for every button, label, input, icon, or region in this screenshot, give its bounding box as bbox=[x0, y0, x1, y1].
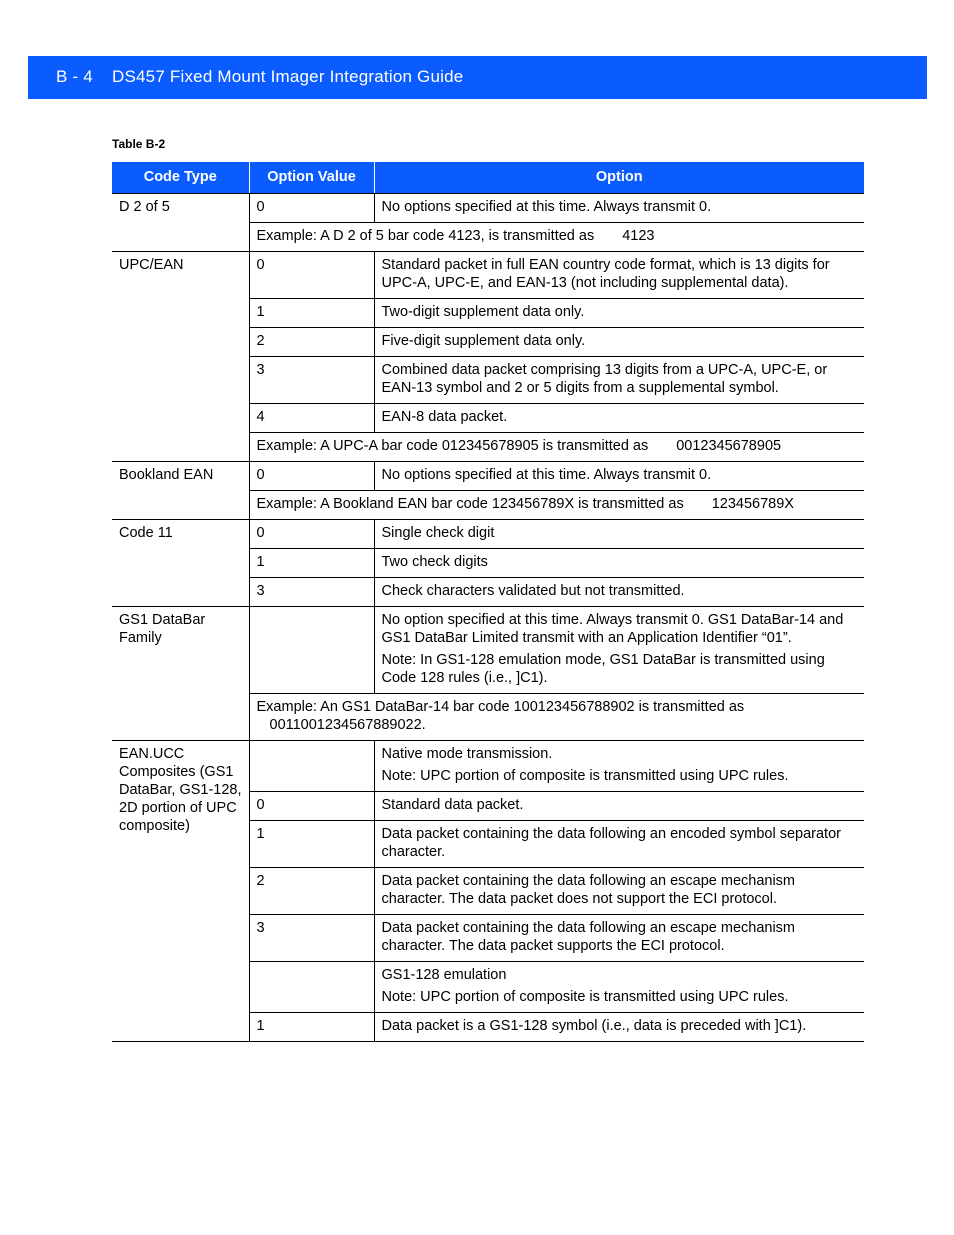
options-table bbox=[112, 162, 864, 1042]
example-cell bbox=[249, 693, 864, 740]
option-cell bbox=[374, 961, 864, 1012]
code-type-cell: GS1 DataBar Family bbox=[112, 606, 249, 740]
option-cell: Data packet containing the data following an encoded symbol separator character. bbox=[374, 820, 864, 867]
column-header-option-value: Option Value bbox=[249, 162, 374, 193]
example-text: Example: A Bookland EAN bar code 123456789X is transmitted as bbox=[256, 495, 684, 512]
option-cell: Check characters validated but not transmitted. bbox=[374, 577, 864, 606]
code-type-cell: Code 11 bbox=[112, 519, 249, 606]
table-row bbox=[112, 461, 864, 490]
option-value-cell: 0 bbox=[249, 519, 374, 548]
code-type-cell: UPC/EAN bbox=[112, 251, 249, 461]
option-cell: Standard data packet. bbox=[374, 791, 864, 820]
option-value-cell: 1 bbox=[249, 820, 374, 867]
option-value-cell: 1 bbox=[249, 548, 374, 577]
table-row bbox=[112, 519, 864, 548]
option-value-cell: 3 bbox=[249, 356, 374, 403]
option-cell: Two check digits bbox=[374, 548, 864, 577]
example-value: 123456789X bbox=[711, 495, 794, 512]
option-text: No option specified at this time. Always transmit 0. GS1 DataBar-14 and GS1 DataBar Limited transmit with an Application Identifier “01”. bbox=[381, 611, 844, 646]
column-header-code-type: Code Type bbox=[112, 162, 249, 193]
option-cell: Combined data packet comprising 13 digits from a UPC-A, UPC-E, or EAN-13 symbol and 2 or 5 digits from a supplemental symbol. bbox=[374, 356, 864, 403]
option-text: GS1-128 emulation bbox=[381, 966, 507, 983]
option-value-cell: 1 bbox=[249, 1012, 374, 1041]
option-note: Note: UPC portion of composite is transmitted using UPC rules. bbox=[381, 767, 789, 784]
option-value-cell: 2 bbox=[249, 327, 374, 356]
table-row bbox=[112, 606, 864, 693]
column-header-option: Option bbox=[374, 162, 864, 193]
page-header bbox=[28, 56, 927, 99]
option-value-cell: 3 bbox=[249, 914, 374, 961]
example-value: 0011001234567889022. bbox=[269, 716, 426, 733]
option-cell: Data packet containing the data following an escape mechanism character. The data packet supports the ECI protocol. bbox=[374, 914, 864, 961]
option-value-cell: 1 bbox=[249, 298, 374, 327]
option-value-cell: 0 bbox=[249, 251, 374, 298]
option-value-cell bbox=[249, 740, 374, 791]
option-value-cell: 0 bbox=[249, 461, 374, 490]
option-cell bbox=[374, 740, 864, 791]
page-number: B - 4 bbox=[56, 67, 93, 86]
option-cell: Data packet containing the data following an escape mechanism character. The data packet does not support the ECI protocol. bbox=[374, 867, 864, 914]
example-text: Example: An GS1 DataBar-14 bar code 100123456788902 is transmitted as bbox=[256, 698, 745, 715]
table-caption: Table B-2 bbox=[112, 137, 166, 151]
option-value-cell: 2 bbox=[249, 867, 374, 914]
option-value-cell: 0 bbox=[249, 193, 374, 222]
example-cell bbox=[249, 222, 864, 251]
table-row bbox=[112, 251, 864, 298]
option-note: Note: UPC portion of composite is transmitted using UPC rules. bbox=[381, 988, 789, 1005]
option-cell: EAN-8 data packet. bbox=[374, 403, 864, 432]
document-title: DS457 Fixed Mount Imager Integration Guide bbox=[112, 67, 464, 86]
table-row bbox=[112, 193, 864, 222]
option-cell bbox=[374, 606, 864, 693]
table-row bbox=[112, 740, 864, 791]
option-text: Native mode transmission. bbox=[381, 745, 553, 762]
code-type-cell: Bookland EAN bbox=[112, 461, 249, 519]
example-value: 4123 bbox=[622, 227, 655, 244]
example-cell bbox=[249, 432, 864, 461]
example-text: Example: A UPC-A bar code 012345678905 is transmitted as bbox=[256, 437, 649, 454]
table-header-row bbox=[112, 162, 864, 193]
option-cell: No options specified at this time. Always transmit 0. bbox=[374, 461, 864, 490]
option-cell: Five-digit supplement data only. bbox=[374, 327, 864, 356]
option-note: Note: In GS1-128 emulation mode, GS1 DataBar is transmitted using Code 128 rules (i.e., ]C1). bbox=[381, 651, 825, 686]
option-value-cell: 4 bbox=[249, 403, 374, 432]
example-cell bbox=[249, 490, 864, 519]
option-cell: No options specified at this time. Always transmit 0. bbox=[374, 193, 864, 222]
option-cell: Single check digit bbox=[374, 519, 864, 548]
option-value-cell: 0 bbox=[249, 791, 374, 820]
code-type-cell: D 2 of 5 bbox=[112, 193, 249, 251]
option-value-cell: 3 bbox=[249, 577, 374, 606]
example-text: Example: A D 2 of 5 bar code 4123, is transmitted as bbox=[256, 227, 595, 244]
option-cell: Standard packet in full EAN country code format, which is 13 digits for UPC-A, UPC-E, and EAN-13 (not including supplemental data). bbox=[374, 251, 864, 298]
option-cell: Two-digit supplement data only. bbox=[374, 298, 864, 327]
option-value-cell bbox=[249, 606, 374, 693]
option-value-cell bbox=[249, 961, 374, 1012]
code-type-cell: EAN.UCC Composites (GS1 DataBar, GS1-128, 2D portion of UPC composite) bbox=[112, 740, 249, 1041]
example-value: 0012345678905 bbox=[676, 437, 782, 454]
option-cell: Data packet is a GS1-128 symbol (i.e., data is preceded with ]C1). bbox=[374, 1012, 864, 1041]
